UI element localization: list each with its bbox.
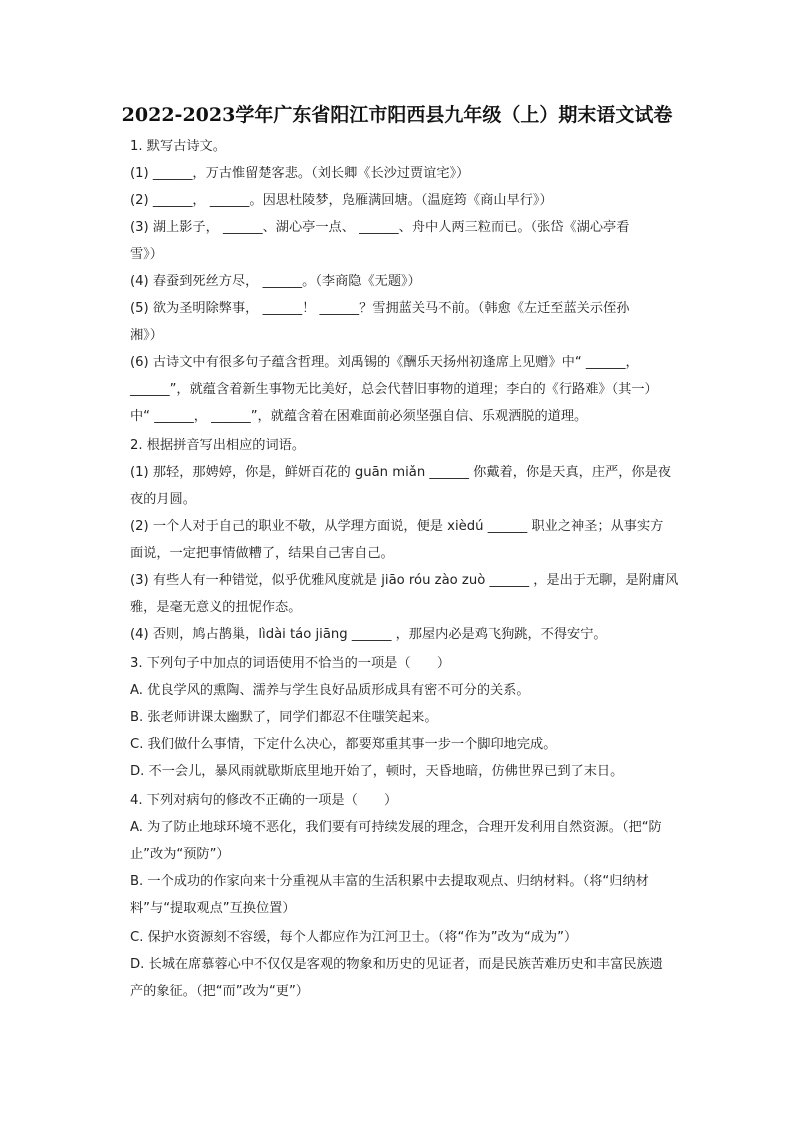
q1-item-5: (5) 欲为圣明除弊事， ______！ ______？雪拥蓝关马不前。（韩愈《左迁至蓝关示侄孙	[130, 301, 630, 316]
q1-item-6: (6) 古诗文中有很多句子蕴含哲理。刘禹锡的《酬乐天扬州初逢席上见赠》中“ ______，	[130, 355, 639, 370]
question-1-heading: 1. 默写古诗文。	[130, 139, 226, 154]
question-2-heading: 2. 根据拼音写出相应的词语。	[130, 438, 306, 453]
q2-item-2-cont: 面说，一定把事情做糟了，结果自己害自己。	[130, 546, 394, 561]
q3-option-c: C. 我们做什么事情，下定什么决心，都要郑重其事一步一个脚印地完成。	[130, 737, 557, 752]
q4-option-a: A. 为了防止地球环境不恶化，我们要有可持续发展的理念，合理开发利用自然资源。（把“防	[130, 820, 662, 835]
question-3-heading: 3. 下列句子中加点的词语使用不恰当的一项是（ ）	[130, 656, 451, 671]
q4-option-a-cont: 止”改为“预防”）	[130, 847, 230, 862]
q1-item-1: (1) ______，万古惟留楚客悲。（刘长卿《长沙过贾谊宅》）	[130, 166, 470, 181]
q1-item-2: (2) ______， ______。因思杜陵梦，凫雁满回塘。（温庭筠《商山早行》）	[130, 193, 553, 208]
q4-option-b-cont: 料”与“提取观点”互换位置）	[130, 901, 296, 916]
q3-option-d: D. 不一会儿，暴风雨就歇斯底里地开始了，顿时，天昏地暗，仿佛世界已到了末日。	[130, 764, 624, 779]
q1-item-6-cont2: 中“ ______， ______”，就蕴含着在困难面前必须坚强自信、乐观洒脱的道理。	[130, 409, 588, 424]
q2-item-4: (4) 否则，鸠占鹊巢，lìdài táo jiāng ______ ，那屋内必是鸡飞狗跳，不得安宁。	[130, 627, 607, 642]
q1-item-4: (4) 春蚕到死丝方尽， ______。（李商隐《无题》）	[130, 274, 421, 289]
q3-option-a: A. 优良学风的熏陶、濡养与学生良好品质形成具有密不可分的关系。	[130, 683, 530, 698]
q4-option-b: B. 一个成功的作家向来十分重视从丰富的生活积累中去提取观点、归纳材料。（将“归纳材	[130, 874, 649, 889]
q1-item-6-cont1: ______”，就蕴含着新生事物无比美好，总会代替旧事物的道理；李白的《行路难》（其一）	[130, 382, 658, 397]
q2-item-3: (3) 有些人有一种错觉，似乎优雅风度就是 jiāo róu zào zuò ______ ，是出于无聊，是附庸风	[130, 573, 679, 588]
question-4-heading: 4. 下列对病句的修改不正确的一项是（ ）	[130, 793, 398, 808]
q2-item-3-cont: 雅，是毫无意义的扭怩作态。	[130, 600, 302, 615]
q1-item-3: (3) 湖上影子， ______、湖心亭一点、 ______、舟中人两三粒而已。（张岱《湖心亭看	[130, 220, 630, 235]
q4-option-d-cont: 产的象征。（把“而”改为“更”）	[130, 984, 309, 999]
q3-option-b: B. 张老师讲课太幽默了，同学们都忍不住嗤笑起来。	[130, 710, 438, 725]
q2-item-1-cont: 夜的月圆。	[130, 492, 196, 507]
q1-item-5-cont: 湘》）	[130, 328, 163, 343]
q4-option-c: C. 保护水资源刻不容缓，每个人都应作为江河卫士。（将“作为”改为“成为”）	[130, 930, 578, 945]
q2-item-2: (2) 一个人对于自己的职业不敬，从学理方面说，便是 xièdú ______ 职业之神圣；从事实方	[130, 519, 664, 534]
q1-item-3-cont: 雪》）	[130, 247, 163, 262]
q2-item-1: (1) 那轻，那娉婷，你是，鲜妍百花的 guān miǎn ______ 你戴着，你是天真，庄严，你是夜	[130, 465, 671, 480]
q4-option-d: D. 长城在席慕蓉心中不仅仅是客观的物象和历史的见证者，而是民族苦难历史和丰富民族遗	[130, 957, 663, 972]
exam-title: 2022-2023学年广东省阳江市阳西县九年级（上）期末语文试卷	[121, 104, 673, 126]
